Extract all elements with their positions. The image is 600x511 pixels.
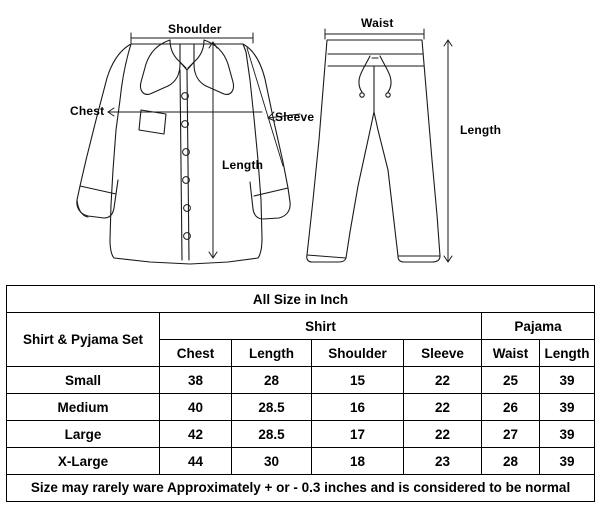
cell-shoulder: 17 [312, 421, 404, 448]
cell-length: 28.5 [232, 394, 312, 421]
group-header-pajama: Pajama [482, 313, 595, 340]
cell-chest: 42 [160, 421, 232, 448]
length-label-pajama: Length [460, 123, 502, 137]
cell-pajama-length: 39 [540, 394, 595, 421]
waist-measure-line [325, 29, 424, 39]
group-header-shirt: Shirt [160, 313, 482, 340]
size-name: Small [7, 367, 160, 394]
size-table-container [6, 285, 594, 502]
cell-chest: 40 [160, 394, 232, 421]
size-name: X-Large [7, 448, 160, 475]
cell-shoulder: 16 [312, 394, 404, 421]
table-row [7, 367, 595, 394]
table-note-row [7, 475, 595, 502]
size-name: Large [7, 421, 160, 448]
cell-sleeve: 22 [404, 394, 482, 421]
cell-length: 28.5 [232, 421, 312, 448]
table-row [7, 421, 595, 448]
header-shirt-length: Length [232, 340, 312, 367]
cell-chest: 38 [160, 367, 232, 394]
length-label-shirt: Length [222, 158, 264, 172]
table-title-row [7, 286, 595, 313]
row-label-header: Shirt & Pyjama Set [7, 313, 160, 367]
size-tolerance-note: Size may rarely ware Approximately + or - 0.3 inches and is considered to be normal [7, 475, 595, 502]
size-name: Medium [7, 394, 160, 421]
shoulder-label-shirt: Shoulder [168, 22, 222, 36]
cell-sleeve: 22 [404, 367, 482, 394]
header-shirt-shoulder: Shoulder [312, 340, 404, 367]
cell-pajama-length: 39 [540, 367, 595, 394]
cell-pajama-length: 39 [540, 448, 595, 475]
header-shirt-chest: Chest [160, 340, 232, 367]
table-row [7, 394, 595, 421]
cell-waist: 26 [482, 394, 540, 421]
cell-sleeve: 23 [404, 448, 482, 475]
cell-length: 28 [232, 367, 312, 394]
table-group-row [7, 313, 595, 340]
sleeve-label-shirt: Sleeve [275, 110, 315, 124]
waist-label-pajama: Waist [361, 16, 394, 30]
shirt-length-measure [209, 42, 217, 258]
cell-pajama-length: 39 [540, 421, 595, 448]
cell-sleeve: 22 [404, 421, 482, 448]
header-shirt-sleeve: Sleeve [404, 340, 482, 367]
cell-waist: 28 [482, 448, 540, 475]
cell-shoulder: 18 [312, 448, 404, 475]
cell-shoulder: 15 [312, 367, 404, 394]
cell-waist: 25 [482, 367, 540, 394]
header-pajama-waist: Waist [482, 340, 540, 367]
chest-label-shirt: Chest [70, 104, 105, 118]
size-chart-table [6, 285, 595, 502]
cell-waist: 27 [482, 421, 540, 448]
table-title: All Size in Inch [7, 286, 595, 313]
table-row [7, 448, 595, 475]
pajama-length-measure [444, 40, 452, 262]
cell-length: 30 [232, 448, 312, 475]
cell-chest: 44 [160, 448, 232, 475]
header-pajama-length: Length [540, 340, 595, 367]
